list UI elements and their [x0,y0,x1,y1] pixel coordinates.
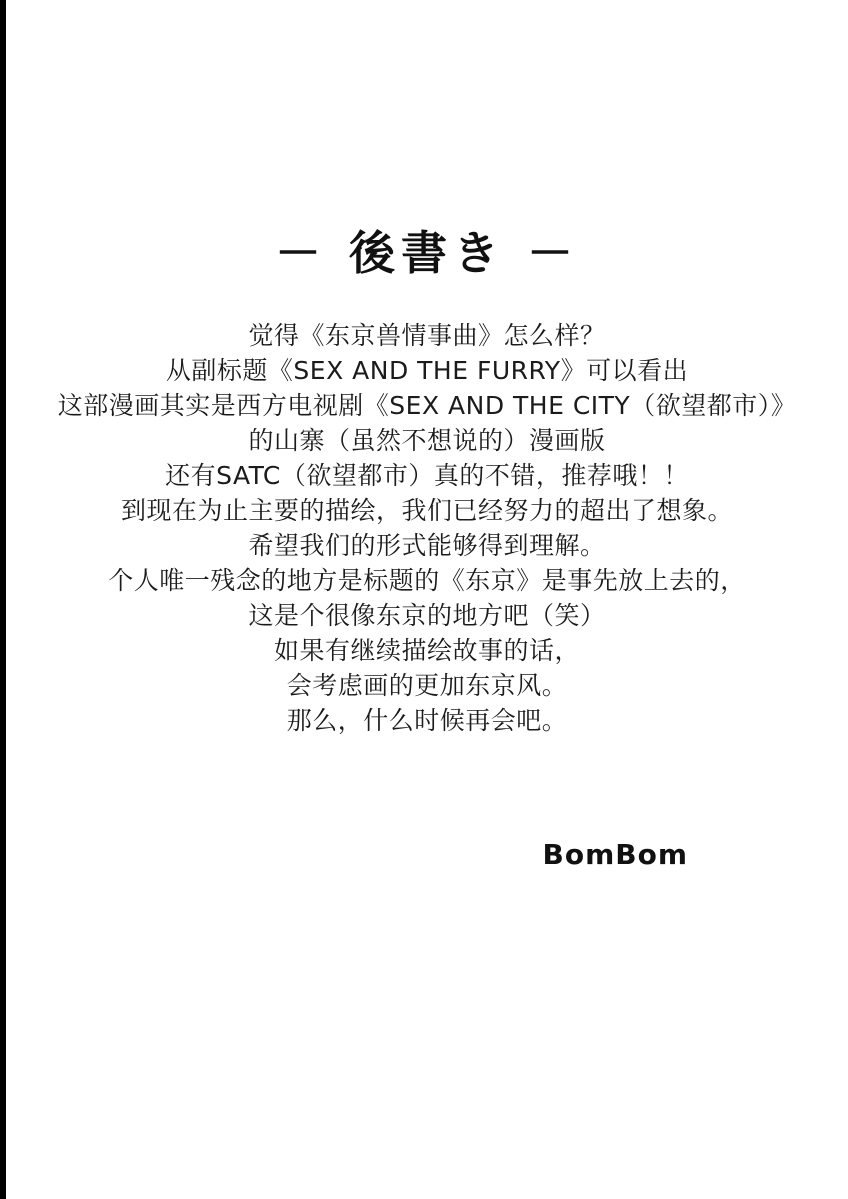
page-title: － 後書き － [274,226,580,280]
body-line: 希望我们的形式能够得到理解。 [248,531,606,560]
body-line: 这部漫画其实是西方电视剧《SEX AND THE CITY（欲望都市）》 [57,391,797,420]
page-content [6,0,848,1199]
body-line: 如果有继续描绘故事的话， [273,636,580,665]
body-line: 觉得《东京兽情事曲》怎么样？ [248,321,606,350]
author-signature: BomBom [542,838,688,871]
body-line: 还有SATC（欲望都市）真的不错，推荐哦！！ [165,461,689,490]
body-line: 会考虑画的更加东京风。 [286,671,568,700]
afterword-body [6,318,848,738]
body-line: 从副标题《SEX AND THE FURRY》可以看出 [165,356,689,385]
body-line: 这是个很像东京的地方吧（笑） [248,601,606,630]
body-line: 那么，什么时候再会吧。 [286,706,568,735]
body-line: 的山寨（虽然不想说的）漫画版 [248,426,606,455]
body-line: 到现在为止主要的描绘，我们已经努力的超出了想象。 [120,496,733,525]
body-line: 个人唯一残念的地方是标题的《东京》是事先放上去的， [108,566,746,595]
